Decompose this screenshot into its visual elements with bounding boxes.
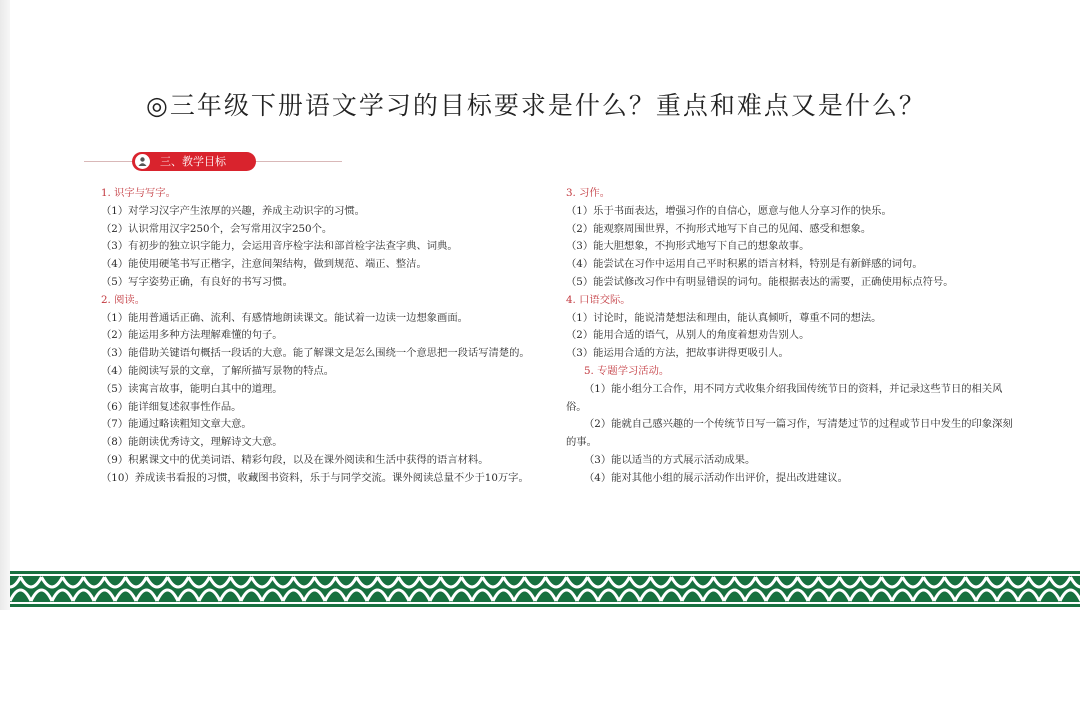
list-item: （1）对学习汉字产生浓厚的兴趣，养成主动识字的习惯。 xyxy=(101,204,365,217)
heading-oral: 4. 口语交际。 xyxy=(566,293,631,306)
heading-activity: 5. 专题学习活动。 xyxy=(584,364,670,377)
list-item: （5）读寓言故事，能明白其中的道理。 xyxy=(101,382,283,395)
page-title: ◎三年级下册语文学习的目标要求是什么？重点和难点又是什么？ xyxy=(146,91,926,120)
list-item: （2）能观察周围世界，不拘形式地写下自己的见闻、感受和想象。 xyxy=(566,222,872,235)
list-item: （4）能使用硬笔书写正楷字，注意间架结构，做到规范、端正、整洁。 xyxy=(101,258,427,271)
right-column xyxy=(566,185,1016,488)
list-item: （9）积累课文中的优美词语、精彩句段，以及在课外阅读和生活中获得的语言材料。 xyxy=(101,453,489,466)
list-item: （4）能尝试在习作中运用自己平时积累的语言材料，特别是有新鲜感的词句。 xyxy=(566,258,923,271)
list-item: （2）认识常用汉字250个，会写常用汉字250个。 xyxy=(101,222,333,235)
person-icon xyxy=(135,154,150,169)
list-item: （6）能详细复述叙事性作品。 xyxy=(101,400,242,413)
list-item: （5）能尝试修改习作中有明显错误的词句。能根据表达的需要，正确使用标点符号。 xyxy=(566,275,954,288)
list-item: （3）能大胆想象，不拘形式地写下自己的想象故事。 xyxy=(566,240,810,253)
list-item: （2）能用合适的语气，从别人的角度着想劝告别人。 xyxy=(566,329,810,342)
page-left-edge xyxy=(0,0,10,610)
list-item: （1）乐于书面表达，增强习作的自信心，愿意与他人分享习作的快乐。 xyxy=(566,204,892,217)
decorative-border xyxy=(10,571,1080,607)
left-column xyxy=(101,185,530,488)
list-item: （3）能运用合适的方法，把故事讲得更吸引人。 xyxy=(566,347,789,360)
section-header-badge xyxy=(132,152,256,171)
list-item: （7）能通过略读粗知文章大意。 xyxy=(101,418,252,431)
list-item: （2）能运用多种方法理解难懂的句子。 xyxy=(101,329,283,342)
list-item: （5）写字姿势正确，有良好的书写习惯。 xyxy=(101,275,293,288)
list-item: （3）有初步的独立识字能力，会运用音序检字法和部首检字法查字典、词典。 xyxy=(101,240,458,253)
list-item: （8）能朗读优秀诗文，理解诗文大意。 xyxy=(101,436,283,449)
heading-writing: 3. 习作。 xyxy=(566,187,610,199)
border-pattern xyxy=(10,571,1080,607)
list-item: （3）能借助关键语句概括一段话的大意。能了解课文是怎么围绕一个意思把一段话写清楚的。 xyxy=(101,347,530,360)
list-item: （4）能阅读写景的文章，了解所描写景物的特点。 xyxy=(101,364,335,377)
list-item: （1）能小组分工合作，用不同方式收集介绍我国传统节日的资料，并记录这些节日的相关风俗。 xyxy=(566,382,1003,413)
list-item: （10）养成读书看报的习惯，收藏图书资料，乐于与同学交流。课外阅读总量不少于10万字。 xyxy=(101,471,529,484)
list-item: （4）能对其他小组的展示活动作出评价，提出改进建议。 xyxy=(584,471,848,484)
heading-reading: 2. 阅读。 xyxy=(101,293,145,306)
list-item: （1）讨论时，能说清楚想法和理由，能认真倾听，尊重不同的想法。 xyxy=(566,311,882,324)
list-item: （2）能就自己感兴趣的一个传统节日写一篇习作，写清楚过节的过程或节日中发生的印象深刻的事。 xyxy=(566,418,1013,449)
heading-literacy: 1. 识字与写字。 xyxy=(101,187,176,199)
section-header-label: 三、教学目标 xyxy=(160,155,226,168)
list-item: （1）能用普通话正确、流利、有感情地朗读课文。能试着一边读一边想象画面。 xyxy=(101,311,468,324)
list-item: （3）能以适当的方式展示活动成果。 xyxy=(584,453,756,466)
